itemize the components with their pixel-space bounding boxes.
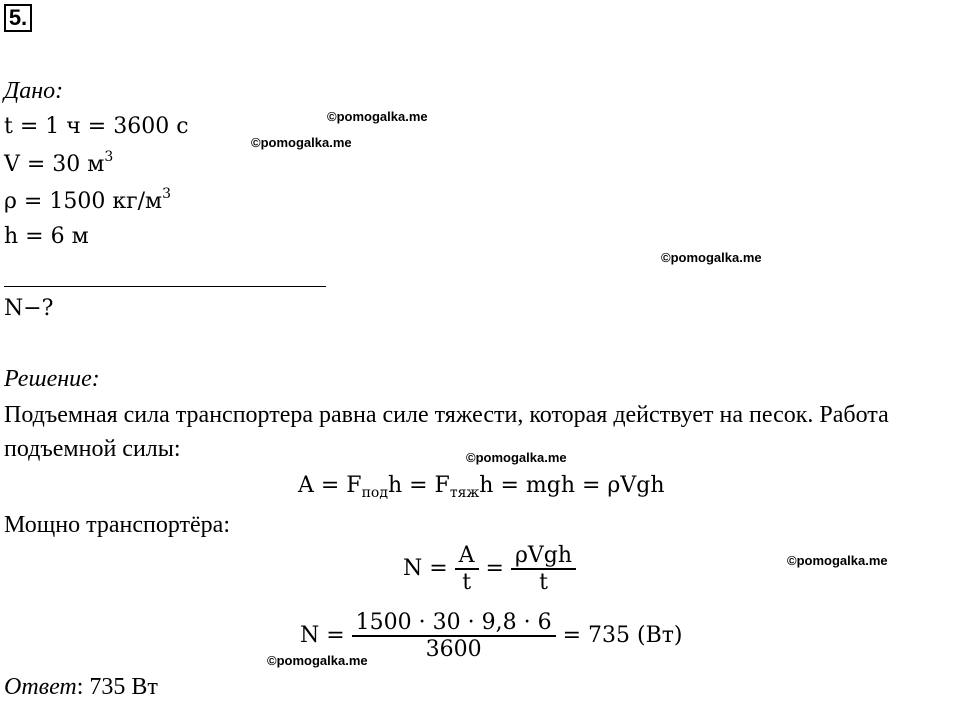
- fraction-a-over-t: [455, 543, 479, 595]
- watermark: ©pomogalka.me: [327, 109, 428, 124]
- formula-calc-lhs: N =: [300, 623, 352, 648]
- given-divider: [4, 286, 326, 287]
- formula-power: [403, 543, 576, 595]
- power-label: Мощно транспортёра:: [4, 512, 230, 538]
- given-heading: Дано:: [4, 78, 64, 104]
- answer: [4, 674, 158, 701]
- formula-work-rhs: h = mgh = ρVgh: [479, 473, 665, 498]
- fraction-a-denominator: t: [455, 568, 479, 595]
- given-height: h = 6 м: [4, 224, 89, 249]
- formula-power-eq: =: [478, 556, 511, 581]
- formula-work-sub-pod: под: [361, 485, 388, 501]
- answer-value: : 735 Вт: [76, 674, 158, 700]
- solution-paragraph-line1: Подъемная сила транспортера равна силе тяжести, которая действует на песок. Работа: [4, 402, 889, 428]
- watermark: ©pomogalka.me: [787, 553, 888, 568]
- fraction-rvgh-denominator: t: [511, 568, 576, 595]
- fraction-calc: [352, 610, 556, 662]
- fraction-rvgh-over-t: [511, 543, 576, 595]
- answer-label: Ответ: [4, 674, 77, 700]
- fraction-calc-denominator: 3600: [352, 635, 556, 662]
- given-density: [4, 186, 171, 214]
- solution-paragraph-line2: подъемной силы:: [4, 436, 181, 462]
- formula-calc-rhs: = 735 (Вт): [555, 623, 683, 648]
- watermark: ©pomogalka.me: [267, 653, 368, 668]
- find-quantity: N−?: [4, 296, 54, 321]
- fraction-rvgh-numerator: ρVgh: [514, 543, 573, 568]
- problem-number: 5.: [4, 4, 32, 32]
- formula-work: [298, 473, 665, 501]
- fraction-a-numerator: A: [458, 543, 475, 568]
- watermark: ©pomogalka.me: [466, 450, 567, 465]
- solution-heading: Решение:: [4, 366, 100, 392]
- given-density-exponent: 3: [162, 186, 172, 202]
- formula-power-lhs: N =: [403, 556, 455, 581]
- given-volume-exponent: 3: [104, 149, 114, 165]
- given-volume: [4, 149, 113, 177]
- formula-work-mid: h = F: [387, 473, 450, 498]
- fraction-calc-numerator: 1500 · 30 · 9,8 · 6: [355, 610, 552, 635]
- given-volume-text: V = 30 м: [4, 152, 105, 177]
- watermark: ©pomogalka.me: [661, 250, 762, 265]
- formula-work-lhs: A = F: [298, 473, 362, 498]
- given-density-text: ρ = 1500 кг/м: [4, 189, 163, 214]
- watermark: ©pomogalka.me: [251, 135, 352, 150]
- given-time: t = 1 ч = 3600 с: [4, 114, 189, 139]
- formula-work-sub-tyazh: тяж: [449, 485, 480, 501]
